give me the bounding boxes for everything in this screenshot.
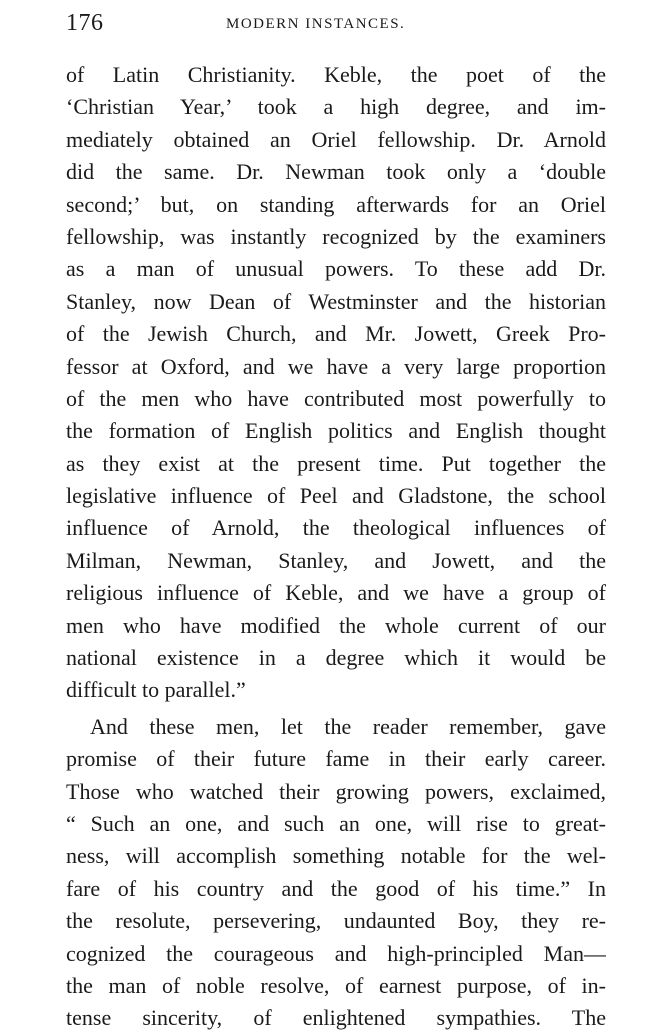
text-line: ‘Christian Year,’ took a high degree, and im- — [66, 94, 606, 120]
text-line: the formation of English politics and English thought — [66, 418, 606, 444]
text-line: cognized the courageous and high-principled Man— — [66, 940, 606, 966]
page-header — [66, 10, 606, 40]
body-text — [66, 59, 606, 1035]
text-line: fessor at Oxford, and we have a very large proportion — [66, 353, 606, 379]
page-number: 176 — [66, 10, 104, 36]
text-line: of the men who have contributed most powerfully to — [66, 385, 606, 411]
text-line: fare of his country and the good of his time.” In — [66, 875, 606, 901]
text-line: as they exist at the present time. Put together the — [66, 450, 606, 476]
text-line: difficult to parallel.” — [66, 677, 246, 703]
text-line: as a man of unusual powers. To these add Dr. — [66, 256, 606, 282]
text-line: mediately obtained an Oriel fellowship. Dr. Arnold — [66, 126, 606, 152]
text-line: religious influence of Keble, and we have a group of — [66, 580, 606, 606]
text-line: the man of noble resolve, of earnest purpose, of in- — [66, 972, 606, 998]
text-line: tense sincerity, of enlightened sympathies. The — [66, 1005, 606, 1031]
text-line: ness, will accomplish something notable for the wel- — [66, 843, 606, 869]
text-line: second;’ but, on standing afterwards for an Oriel — [66, 191, 606, 217]
running-head: MODERN INSTANCES. — [226, 16, 406, 32]
text-line: Stanley, now Dean of Westminster and the historian — [66, 288, 606, 314]
text-line: And these men, let the reader remember, gave — [90, 713, 606, 739]
text-line: did the same. Dr. Newman took only a ‘double — [66, 159, 606, 185]
text-line: of the Jewish Church, and Mr. Jowett, Greek Pro- — [66, 321, 606, 347]
text-line: legislative influence of Peel and Gladstone, the school — [66, 483, 606, 509]
text-line: fellowship, was instantly recognized by the examiners — [66, 223, 606, 249]
text-line: “ Such an one, and such an one, will rise to great- — [66, 810, 606, 836]
text-line: Milman, Newman, Stanley, and Jowett, and the — [66, 547, 606, 573]
text-line: men who have modified the whole current of our — [66, 612, 606, 638]
text-line: of Latin Christianity. Keble, the poet of the — [66, 62, 606, 87]
text-line: promise of their future fame in their early career. — [66, 746, 606, 772]
text-line: Those who watched their growing powers, exclaimed, — [66, 778, 606, 804]
text-line: the resolute, persevering, undaunted Boy, they re- — [66, 908, 606, 934]
text-line: influence of Arnold, the theological influences of — [66, 515, 606, 541]
text-line: national existence in a degree which it would be — [66, 645, 606, 671]
